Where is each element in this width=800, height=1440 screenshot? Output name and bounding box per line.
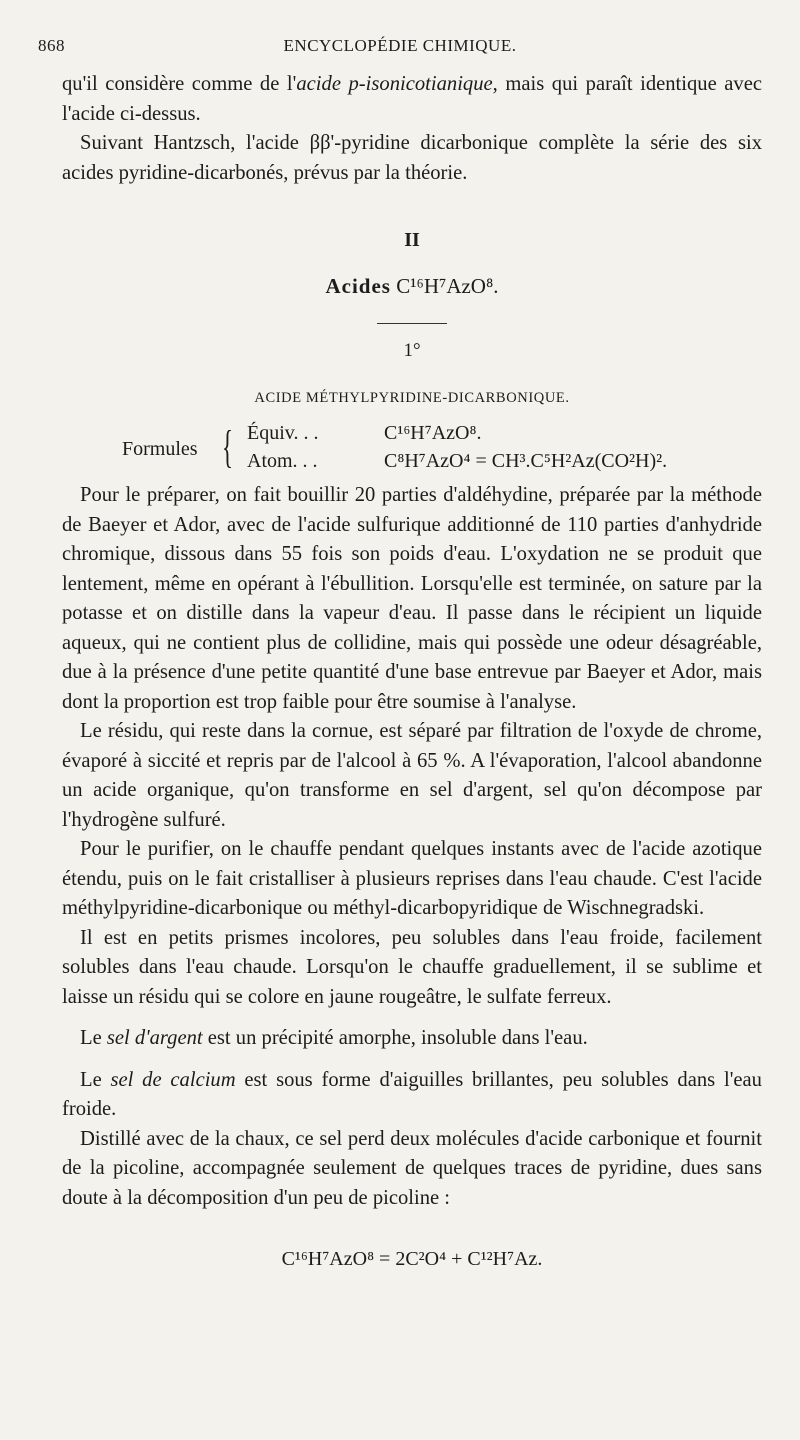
paragraph-distillation: Distillé avec de la chaux, ce sel perd deux molécules d'acide carbonique et fournit de la picoline, accompagnée seulement de quelques traces de pyridine, dues sans doute à la décomposition d'un peu de picoline : [62,1127,762,1209]
intro-text: qu'il considère comme de l' [62,73,297,95]
intro-paragraph [62,70,762,129]
paragraph-calcium-salt [62,1066,762,1125]
paragraph-silver-salt [62,1024,762,1054]
formula-row1-value: C¹⁶H⁷AzO⁸. [384,422,482,444]
section-number: II [404,229,420,251]
intro-text-end: , mais qui paraît identique avec l'acide ci-dessus. [62,73,763,125]
formula-row2-value: C⁸H⁷AzO⁴ = CH³.C⁵H²Az(CO²H)². [384,450,668,472]
formula-row2-name: Atom. . . [247,450,318,472]
section-title [62,272,762,302]
page-body [62,70,762,1275]
formula-label: Formules [122,438,198,460]
running-header [38,36,762,62]
paragraph-properties: Il est en petits prismes incolores, peu solubles dans l'eau froide, facilement solubles dans l'eau chaude. Lorsqu'on le chauffe graduellement, il se sublime et laisse un résidu qui se colore en jaune rougeâtre, le sulfate ferreux. [62,926,762,1008]
section-title-formula: C¹⁶H⁷AzO⁸. [396,273,499,298]
formula-block [62,417,762,481]
calcium-italic: sel de calcium [110,1068,236,1091]
section-divider [377,323,447,324]
calcium-pre: Le [80,1068,111,1091]
paragraph-residue: Le résidu, qui reste dans la cornue, est séparé par filtration de l'oxyde de chrome, évaporé à siccité et repris par de l'alcool à 65 %. A l'évaporation, l'alcool abandonne un acide organique, qu'on transforme en sel d'argent, sel qu'on décompose par l'hydrogène sulfuré. [62,720,762,831]
silver-post: est un précipité amorphe, insoluble dans l'eau. [202,1027,588,1049]
page-number: 868 [38,36,65,55]
subsection-title: ACIDE MÉTHYLPYRIDINE-DICARBONIQUE. [254,389,570,406]
paragraph-preparation: Pour le préparer, on fait bouillir 20 parties d'aldéhydine, préparée par la méthode de Baeyer et Ador, avec de l'acide sulfurique additionné de 110 parties d'anhydride chromique, dissous dans 55 fois son poids d'eau. L'oxydation ne se produit que lentement, même en opérant à l'ébullition. Lorsqu'elle est terminée, on sature par la potasse et on distille dans la vapeur d'eau. Il passe dans le récipient un liquide aqueux, qui ne contient plus de collidine, mais qui possède une odeur désagréable, due à la présence d'une petite quantité d'une base entrevue par Baeyer et Ador, mais dont la proportion est trop faible pour être soumise à l'analyse. [62,484,762,713]
intro-italic: acide p-isonicotianique [296,73,493,95]
paragraph-purification: Pour le purifier, on le chauffe pendant quelques instants avec de l'acide azotique étendu, puis on le fait cristalliser à plusieurs reprises dans l'eau chaude. C'est l'acide méthylpyridine-dicarbonique ou méthyl-dicarbopyridique de Wischnegradski. [62,838,762,919]
decomposition-equation: C¹⁶H⁷AzO⁸ = 2C²O⁴ + C¹²H⁷Az. [281,1248,543,1270]
running-title: ENCYCLOPÉDIE CHIMIQUE. [283,36,517,55]
brace-glyph: { [222,421,234,472]
silver-italic: sel d'argent [106,1027,203,1049]
hantzsch-paragraph: Suivant Hantzsch, l'acide ββ'-pyridine dicarbonique complète la série des six acides pyridine-dicarbonés, prévus par la théorie. [62,132,762,184]
section-title-word: Acides [325,273,391,298]
formula-row1-name: Équiv. . . [247,422,319,444]
subsection-number: 1° [403,340,421,361]
calcium-post: est sous forme d'aiguilles brillantes, peu solubles dans l'eau froide. [62,1068,762,1120]
silver-pre: Le [80,1027,107,1049]
